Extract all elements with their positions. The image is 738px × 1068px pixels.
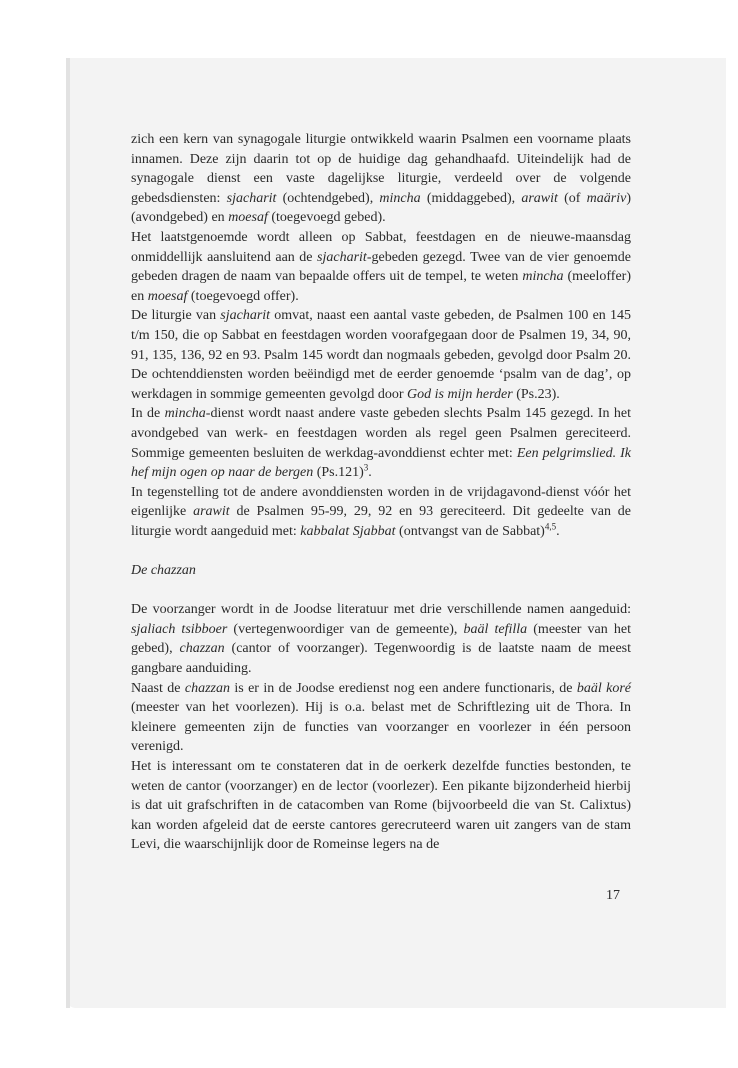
- paragraph-laatstgenoemde: Het laatstgenoemde wordt alleen op Sabbat, feestdagen en de nieuwe-maansdag onmiddellijk aansluitend aan de sjacharit-gebeden gezegd. Twee van de vier genoemde gebeden dragen de naam van bepaalde offers uit de tempel, te weten mincha (meeloffer) en moesaf (toegevoegd offer).: [131, 229, 631, 304]
- blank-line: [131, 581, 631, 601]
- paragraph-oerkerk: Het is interessant om te constateren dat in de oerkerk dezelfde functies bestonden, te weten de cantor (voorzanger) en de lector (voorlezer). Een pikante bijzonderheid hierbij is dat uit grafschriften in de catacomben van Rome (bijvoorbeeld die van St. Calixtus) kan worden afgeleid dat de eerste cantores gerecruteerd waren uit zangers van de stam Levi, die waarschijnlijk door de Romeinse legers na de: [131, 759, 631, 853]
- paragraph-baal-kore: Naast de chazzan is er in de Joodse eredienst nog een andere functionaris, de baäl koré (meester van het voorlezen). Hij is o.a. belast met de Schriftlezing uit de Thora. In kleinere gemeenten zijn de functies van voorzanger en voorlezer in één persoon verenigd.: [131, 680, 632, 755]
- page-spine-shadow: [66, 58, 70, 1008]
- page-number: 17: [606, 888, 620, 903]
- paragraph-vrijdagavond: In tegenstelling tot de andere avonddiensten worden in de vrijdagavond-dienst vóór het eigenlijke arawit de Psalmen 95-99, 29, 92 en 93 gereciteerd. Dit gedeelte van de liturgie wordt aangeduid met: kabbalat Sjabbat (ontvangst van de Sabbat)$^{4,5}$.: [131, 484, 632, 539]
- blank-line: [131, 541, 631, 561]
- paragraph-liturgie-intro: zich een kern van synagogale liturgie ontwikkeld waarin Psalmen een voorname plaats innamen. Deze zijn daarin tot op de huidige dag gehandhaafd. Uiteindelijk had de synagogale dienst een vaste dagelijkse liturgie, verdeeld over de volgende gebedsdiensten: sjacharit (ochtendgebed), mincha (middaggebed), arawit (of maäriv) (avondgebed) en moesaf (toegevoegd gebed).: [131, 132, 632, 226]
- section-heading-chazzan: De chazzan: [131, 563, 196, 579]
- body-text: [131, 130, 631, 855]
- paragraph-mincha: In de mincha-dienst wordt naast andere vaste gebeden slechts Psalm 145 gezegd. In het avondgebed van werk- en feestdagen worden als regel geen Psalmen gereciteerd. Sommige gemeenten besluiten de werkdag-avonddienst echter met: Een pelgrimslied. Ik hef mijn ogen op naar de bergen $(Ps.121)^3$.: [131, 406, 632, 481]
- paragraph-sjacharit: De liturgie van sjacharit omvat, naast een aantal vaste gebeden, de Psalmen 100 en 145 t/m 150, die op Sabbat en feestdagen worden voorafgegaan door de Psalmen 19, 34, 90, 91, 135, 136, 92 en 93. Psalm 145 wordt dan nogmaals gebeden, gevolgd door Psalm 20. De ochtenddiensten worden beëindigd met de eerder genoemde ‘psalm van de dag’, op werkdagen in sommige gemeenten gevolgd door God is mijn herder (Ps.23).: [131, 308, 631, 402]
- paragraph-voorzanger: De voorzanger wordt in de Joodse literatuur met drie verschillende namen aangeduid: sjaliach tsibboer (vertegenwoordiger van de gemeente), baäl tefilla (meester van het gebed), chazzan (cantor of voorzanger). Tegenwoordig is de laatste naam de meest gangbare aanduiding.: [131, 602, 631, 677]
